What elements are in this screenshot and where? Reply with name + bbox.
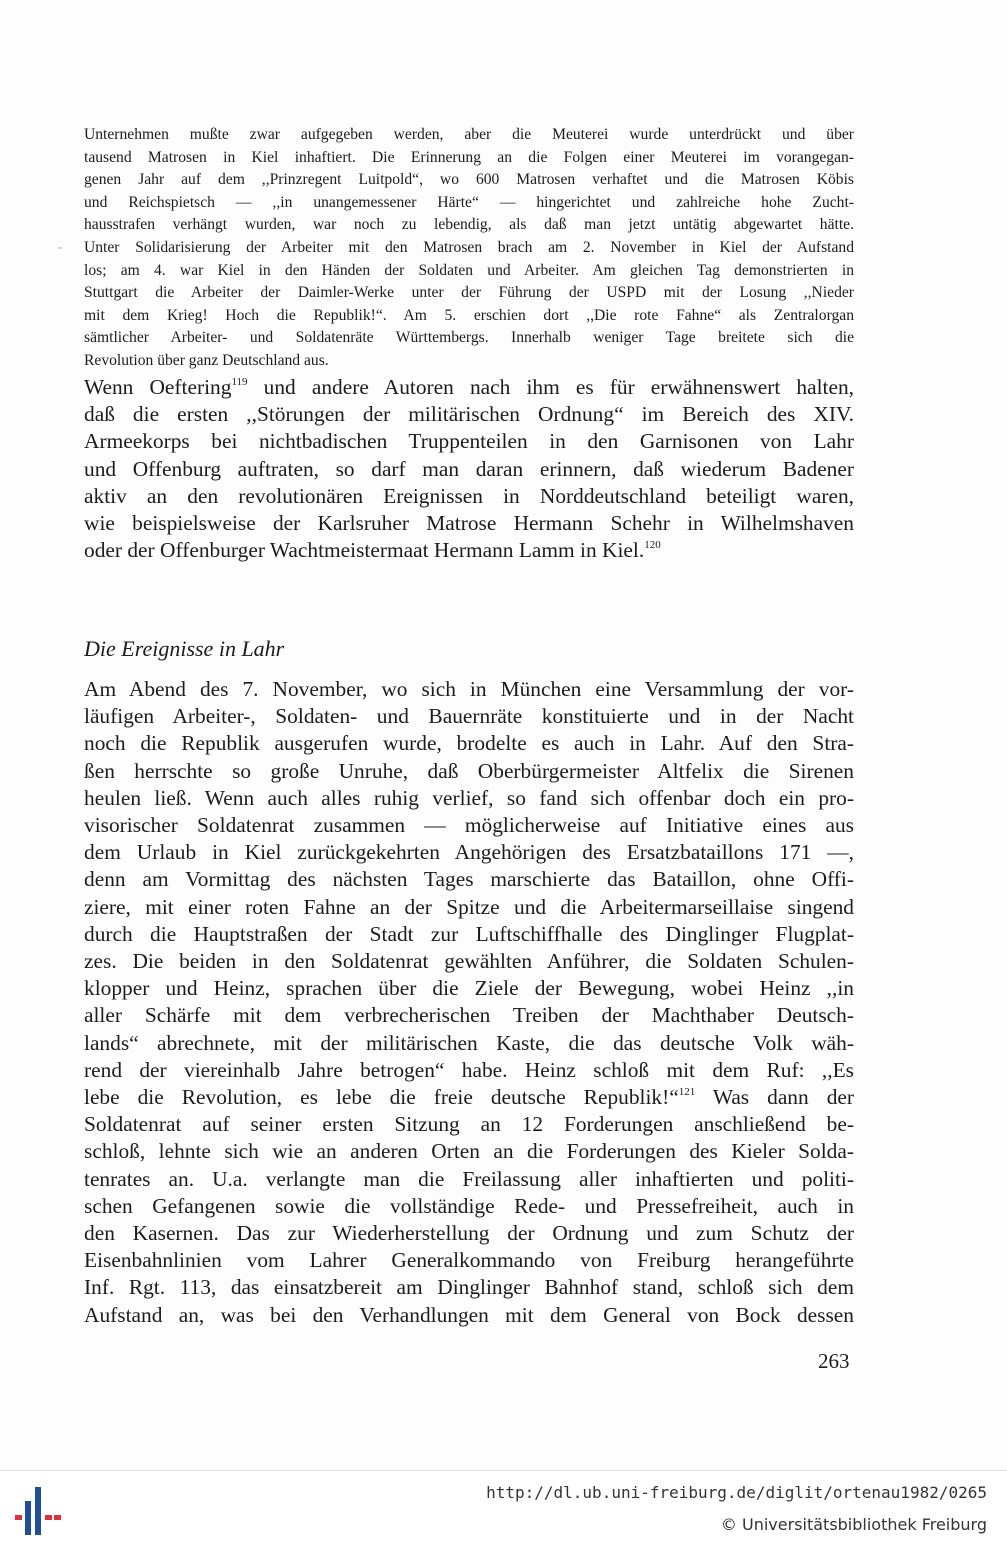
margin-mark: - [58,240,63,255]
text-line: wie beispielsweise der Karlsruher Matrose Hermann Schehr in Wilhelmshaven [84,511,854,536]
text-line: Eisenbahnlinien vom Lahrer Generalkommando von Freiburg herangeführte [84,1248,854,1273]
text-line: Wenn Oeftering$^{119}$ und andere Autoren nach ihm es für erwähnenswert halten, [84,375,854,399]
text-line: Unternehmen mußte zwar aufgegeben werden, aber die Meuterei wurde unterdrückt und über [84,126,854,143]
text-line: schen Gefangenen sowie die vollständige Rede- und Pressefreiheit, auch in [84,1193,854,1218]
text-line: zes. Die beiden in den Soldatenrat gewählten Anführer, die Soldaten Schulen- [84,949,854,974]
text-line: tenrates an. U.a. verlangte man die Freilassung aller inhaftierten und politi- [84,1166,854,1191]
text-line: läufigen Arbeiter-, Soldaten- und Bauernräte konstituierte und in der Nacht [84,704,854,729]
footnote-block [84,124,854,373]
text-line: heulen ließ. Wenn auch alles ruhig verlief, so fand sich offenbar doch ein pro- [84,785,854,810]
text-line: den Kasernen. Das zur Wiederherstellung der Ordnung und zum Schutz der [84,1221,854,1246]
text-line: oder der Offenburger Wachtmeistermaat Hermann Lamm in Kiel.$^{120}$ [84,538,661,563]
text-line: hausstrafen verhängt wurden, war noch zu lebendig, als daß man jetzt untätig abgewartet hätte. [84,216,854,234]
source-url-link[interactable]: http://dl.ub.uni-freiburg.de/diglit/ortenau1982/0265 [486,1483,987,1502]
ub-freiburg-logo-icon[interactable] [12,1485,64,1537]
text-line: los; am 4. war Kiel in den Händen der Soldaten und Arbeiter. Am gleichen Tag demonstrierten in [84,261,854,279]
paragraph-2 [84,676,854,1329]
text-line: Am Abend des 7. November, wo sich in München eine Versammlung der vor- [84,677,854,701]
footnote-ref[interactable]: 121 [678,1086,696,1099]
text-line: ßen herrschte so große Unruhe, daß Oberbürgermeister Altfelix die Sirenen [84,758,854,783]
text-line: sämtlicher Arbeiter- und Soldatenräte Württembergs. Innerhalb weniger Tage breitete sich die [84,329,854,347]
paragraph-1 [84,374,854,564]
text-line: Soldatenrat auf seiner ersten Sitzung an 12 Forderungen anschließend be- [84,1112,854,1137]
text-line: durch die Hauptstraßen der Stadt zur Luftschiffhalle des Dinglinger Flugplat- [84,921,854,946]
text-line: rend der viereinhalb Jahre betrogen“ habe. Heinz schloß mit dem Ruf: ,,Es [84,1057,854,1082]
text-line: daß die ersten ,,Störungen der militärischen Ordnung“ im Bereich des XIV. [84,402,854,427]
text-line: Aufstand an, was bei den Verhandlungen mit dem General von Bock dessen [84,1302,854,1327]
text-line: Unter Solidarisierung der Arbeiter mit den Matrosen brach am 2. November in Kiel der Aufstand [84,238,854,256]
text-line: denn am Vormittag des nächsten Tages marschierte das Bataillon, ohne Offi- [84,867,854,892]
text-line: mit dem Krieg! Hoch die Republik!“. Am 5. erschien dort ,,Die rote Fahne“ als Zentralorgan [84,306,854,324]
section-heading: Die Ereignisse in Lahr [84,636,285,661]
footnote-ref[interactable]: 120 [644,539,661,552]
text-line: noch die Republik ausgerufen wurde, brodelte es auch in Lahr. Auf den Stra- [84,731,854,756]
text-line: klopper und Heinz, sprachen über die Ziele der Bewegung, wobei Heinz ,,in [84,976,854,1001]
text-line: Inf. Rgt. 113, das einsatzbereit am Dinglinger Bahnhof stand, schloß sich dem [84,1275,854,1300]
text-line: lebe die Revolution, es lebe die freie deutsche Republik!“$^{121}$ Was dann der [84,1085,855,1110]
text-line: tausend Matrosen in Kiel inhaftiert. Die Erinnerung an die Folgen einer Meuterei im vorangegan- [84,148,854,166]
text-line: aktiv an den revolutionären Ereignissen in Norddeutschland beteiligt waren, [84,483,854,508]
text-line: aller Schärfe mit dem verbrecherischen Treiben der Machthaber Deutsch- [84,1003,854,1028]
text-line: Stuttgart die Arbeiter der Daimler-Werke unter der Führung der USPD mit der Losung ,,Nieder [84,284,854,302]
text-line: und Offenburg auftraten, so darf man daran erinnern, daß wiederum Badener [84,456,854,481]
footnote-ref[interactable]: 119 [231,376,248,388]
text-line: dem Urlaub in Kiel zurückgekehrten Angehörigen des Ersatzbataillons 171 —, [84,840,854,865]
text-line: genen Jahr auf dem ,,Prinzregent Luitpold“, wo 600 Matrosen verhaftet und die Matrosen Köbis [84,171,854,189]
page-number: 263 [818,1349,850,1373]
text-line: lands“ abrechnete, mit der militärischen Kaste, die das deutsche Volk wäh- [84,1030,854,1055]
text-line: Armeekorps bei nichtbadischen Truppenteilen in den Garnisonen von Lahr [84,429,854,454]
text-line: Revolution über ganz Deutschland aus. [84,351,329,369]
text-line: ziere, mit einer roten Fahne an der Spitze und die Arbeitermarseillaise singend [84,894,854,919]
footer-bar [0,1470,1007,1544]
copyright-text: © Universitätsbibliothek Freiburg [720,1515,987,1534]
text-line: und Reichspietsch — ,,in unangemessener Härte“ — hingerichtet und zahlreiche hohe Zucht- [84,193,854,211]
text-line: schloß, lehnte sich wie an anderen Orten an die Forderungen des Kieler Solda- [84,1139,854,1164]
text-line: visorischer Soldatenrat zusammen — möglicherweise auf Initiative eines aus [84,813,854,838]
